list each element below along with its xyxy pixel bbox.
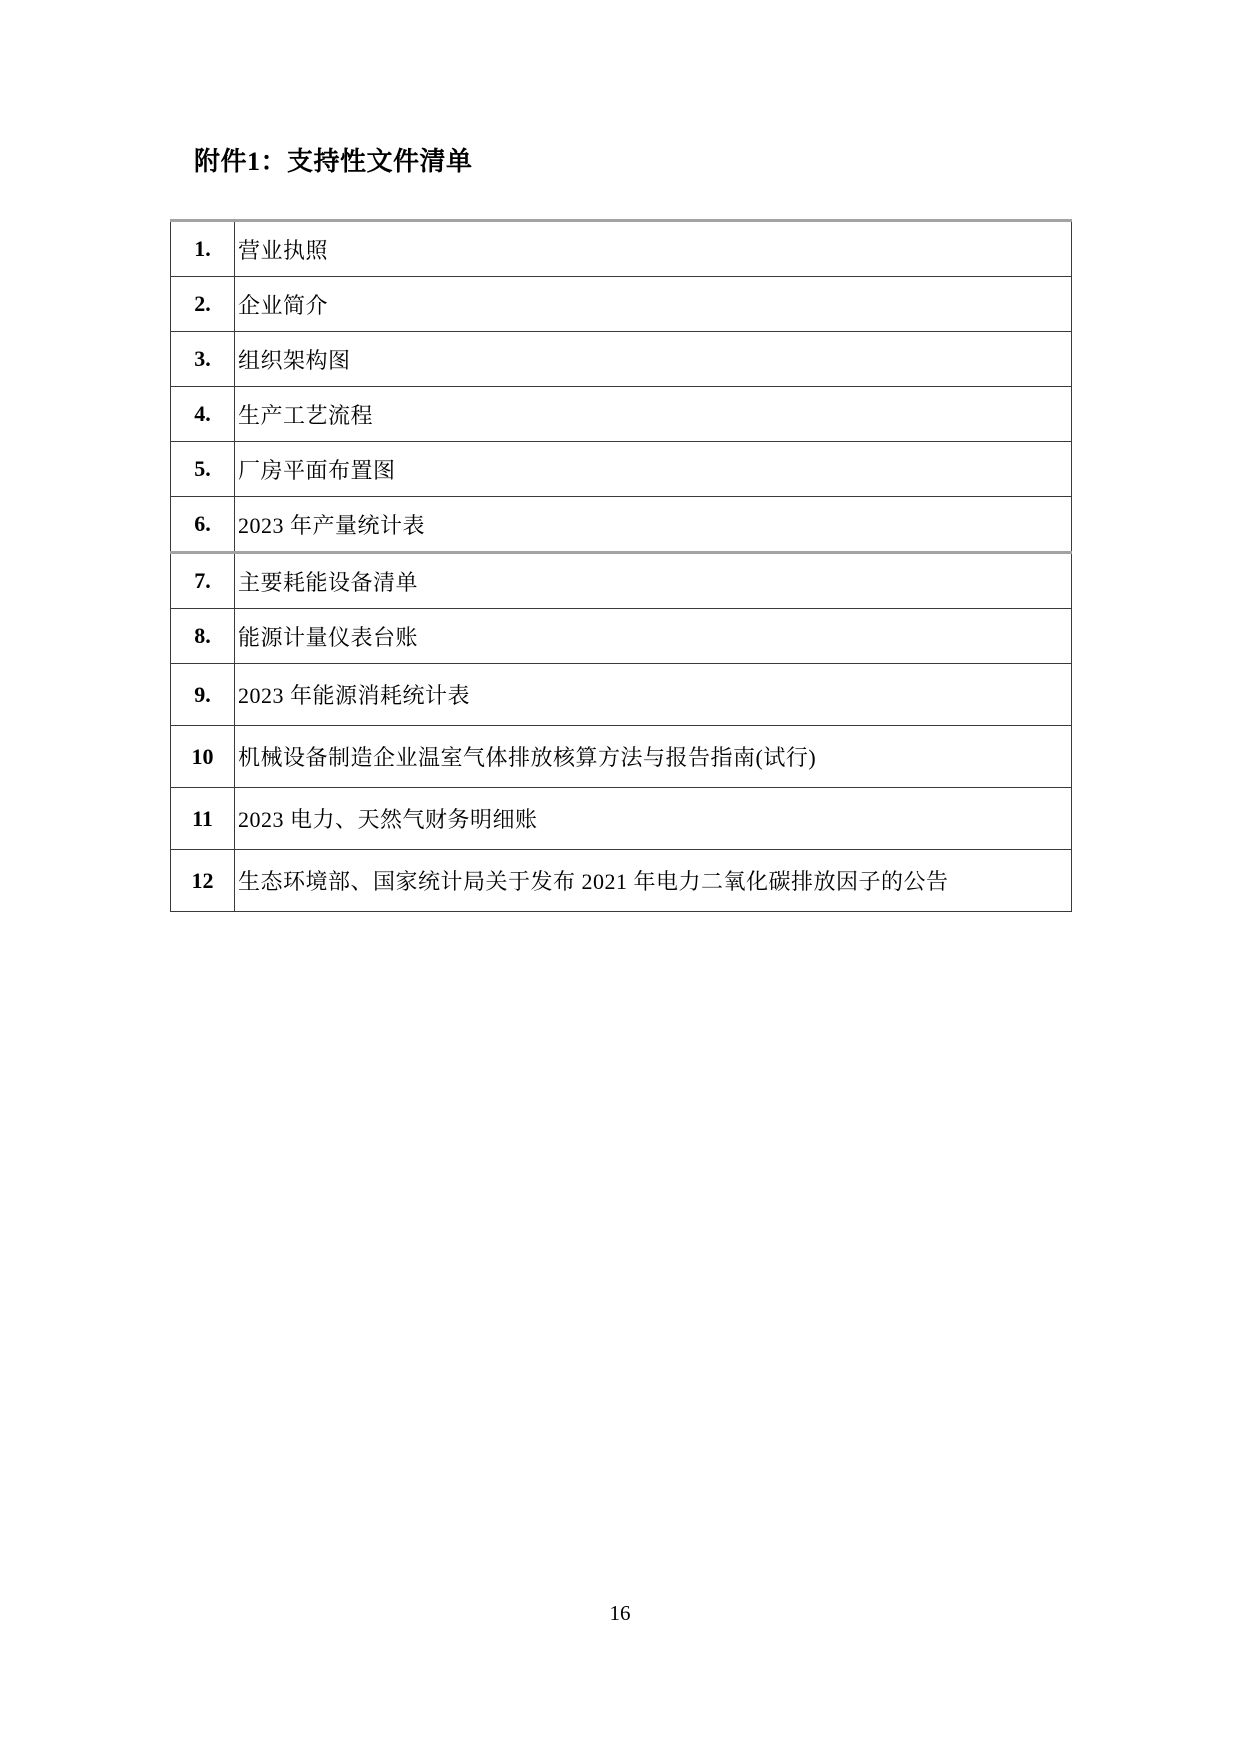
supporting-documents-table <box>170 219 1072 912</box>
page-number: 16 <box>609 1601 631 1625</box>
document-name: 主要耗能设备清单 <box>235 553 1072 609</box>
document-name: 2023 年产量统计表 <box>235 497 1072 553</box>
row-number: 4. <box>171 387 235 442</box>
row-number: 9. <box>171 664 235 726</box>
document-name: 2023 年能源消耗统计表 <box>235 664 1072 726</box>
supporting-documents-table-body <box>171 221 1072 912</box>
row-number: 3. <box>171 332 235 387</box>
row-number: 8. <box>171 609 235 664</box>
table-row <box>171 497 1072 553</box>
document-name: 组织架构图 <box>235 332 1072 387</box>
row-number: 5. <box>171 442 235 497</box>
document-name: 机械设备制造企业温室气体排放核算方法与报告指南(试行) <box>235 726 1072 788</box>
document-name: 生态环境部、国家统计局关于发布 2021 年电力二氧化碳排放因子的公告 <box>235 850 1072 912</box>
table-row <box>171 221 1072 277</box>
row-number: 11 <box>171 788 235 850</box>
table-row <box>171 277 1072 332</box>
row-number: 2. <box>171 277 235 332</box>
table-row <box>171 387 1072 442</box>
table-row <box>171 332 1072 387</box>
document-name: 能源计量仪表台账 <box>235 609 1072 664</box>
document-name: 营业执照 <box>235 221 1072 277</box>
row-number: 1. <box>171 221 235 277</box>
table-row <box>171 788 1072 850</box>
table-row <box>171 553 1072 609</box>
table-row <box>171 442 1072 497</box>
table-row <box>171 726 1072 788</box>
document-name: 厂房平面布置图 <box>235 442 1072 497</box>
row-number: 7. <box>171 553 235 609</box>
page-title: 附件1：支持性文件清单 <box>194 147 473 176</box>
table-row <box>171 664 1072 726</box>
row-number: 6. <box>171 497 235 553</box>
document-name: 2023 电力、天然气财务明细账 <box>235 788 1072 850</box>
table-row <box>171 850 1072 912</box>
table-row <box>171 609 1072 664</box>
document-name: 生产工艺流程 <box>235 387 1072 442</box>
row-number: 10 <box>171 726 235 788</box>
document-name: 企业简介 <box>235 277 1072 332</box>
row-number: 12 <box>171 850 235 912</box>
